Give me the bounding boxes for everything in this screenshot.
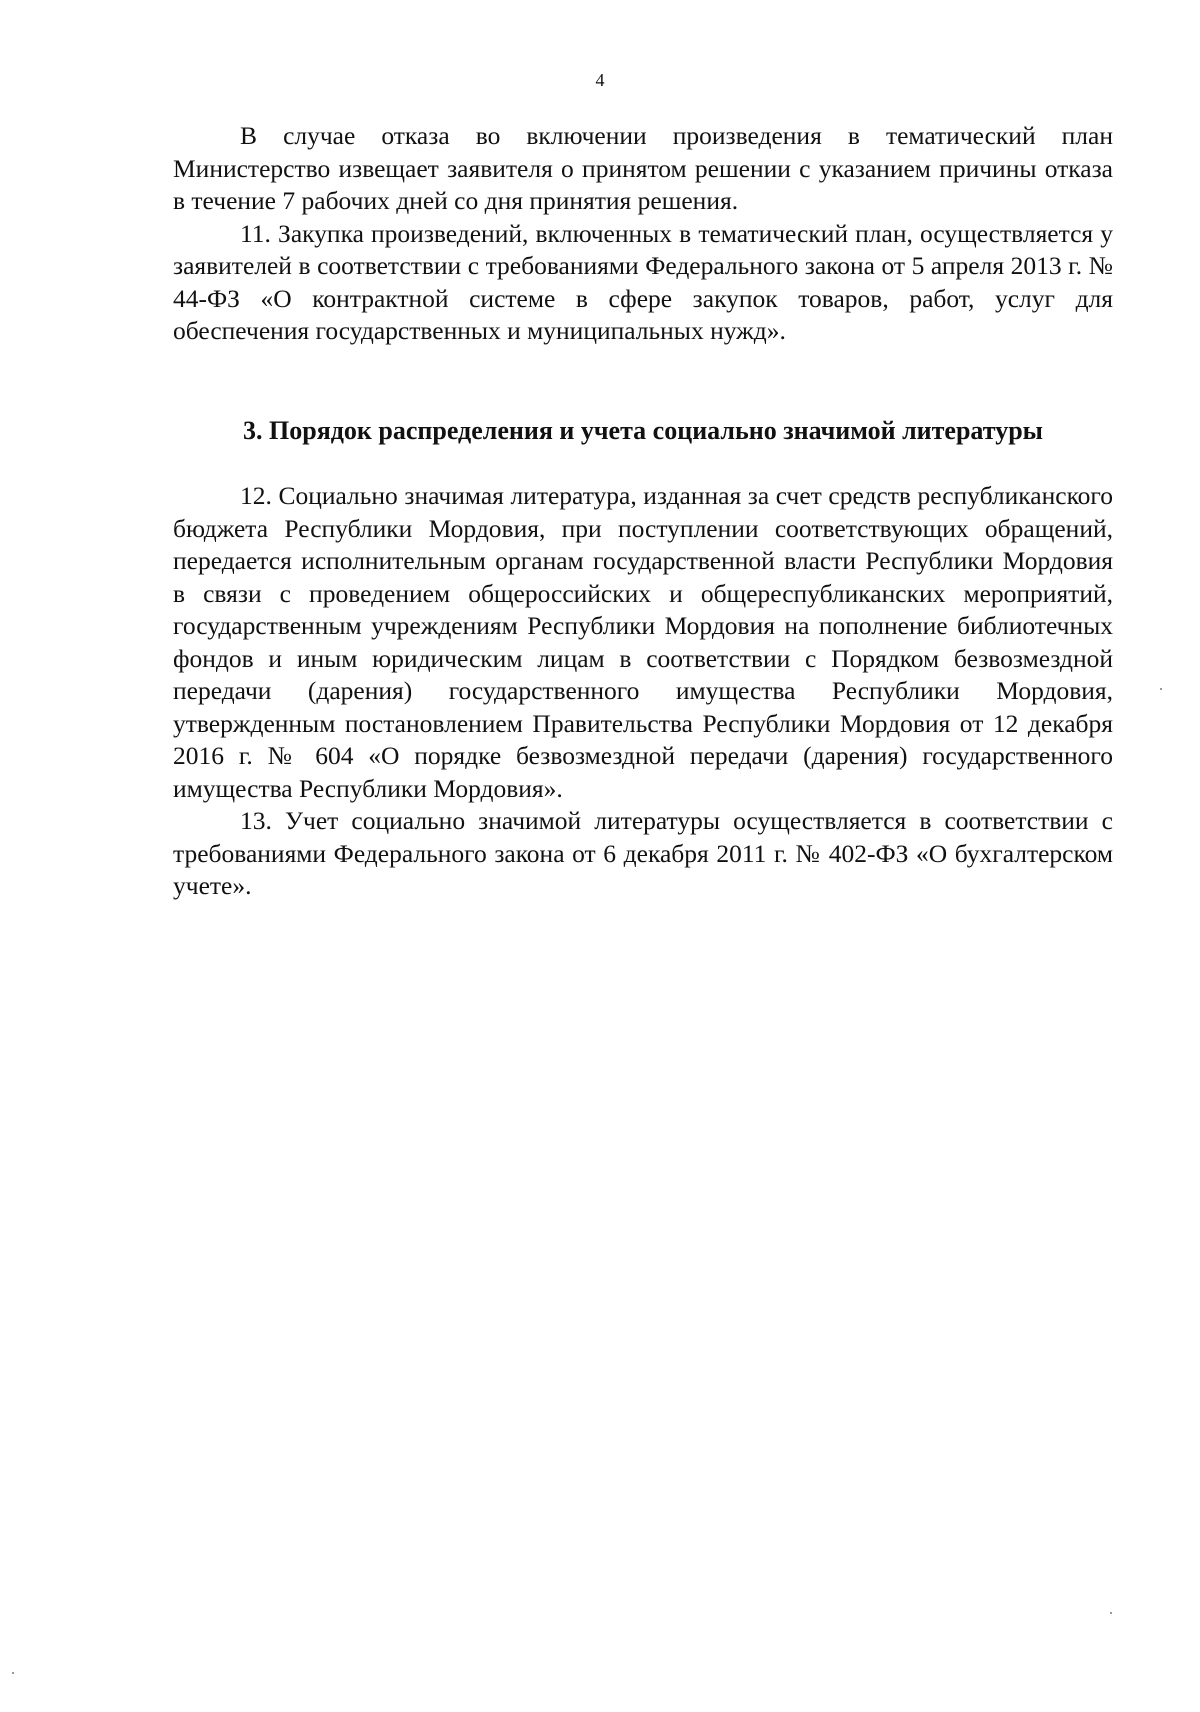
scan-speck <box>12 1672 14 1674</box>
scan-speck <box>1160 688 1162 690</box>
paragraph-13-accounting: 13. Учет социально значимой литературы осуществляется в соответствии с требованиями Федерального закона от 6 декабря 2011 г. № 402-ФЗ «О бухгалтерском учете». <box>173 806 1113 900</box>
paragraph-11-procurement: 11. Закупка произведений, включенных в тематический план, осуществляется у заявителей в соответствии с требованиями Федерального закона от 5 апреля 2013 г. № 44-ФЗ «О контрактной системе в сфере закупок товаров, работ, услуг для обеспечения государственных и муниципальных нужд». <box>173 218 1113 345</box>
paragraph-12-distribution: 12. Социально значимая литература, изданная за счет средств республиканского бюджета Республики Мордовия, при поступлении соответствующих обращений, передается исполнительным органам государственной власти Республики Мордовия в связи с проведением общероссийских и общереспубликанских мероприятий, государственным учреждениям Республики Мордовия на пополнение библиотечных фондов и иным юридическим лицам в соответствии с Порядком безвозмездной передачи (дарения) государственного имущества Республики Мордовия, утвержденным постановлением Правительства Республики Мордовия от 12 декабря 2016 г. № 604 «О порядке безвозмездной передачи (дарения) государственного имущества Республики Мордовия». <box>173 481 1113 803</box>
page-number: 4 <box>595 70 605 90</box>
text-block-bottom <box>173 480 1113 903</box>
text-block-top <box>173 120 1113 348</box>
scan-speck <box>1110 1612 1112 1614</box>
paragraph-refusal-notice: В случае отказа во включении произведения в тематический план Министерство извещает заявителя о принятом решении с указанием причины отказа в течение 7 рабочих дней со дня принятия решения. <box>173 121 1113 215</box>
section-heading: 3. Порядок распределения и учета социально значимой литературы <box>243 416 1043 445</box>
